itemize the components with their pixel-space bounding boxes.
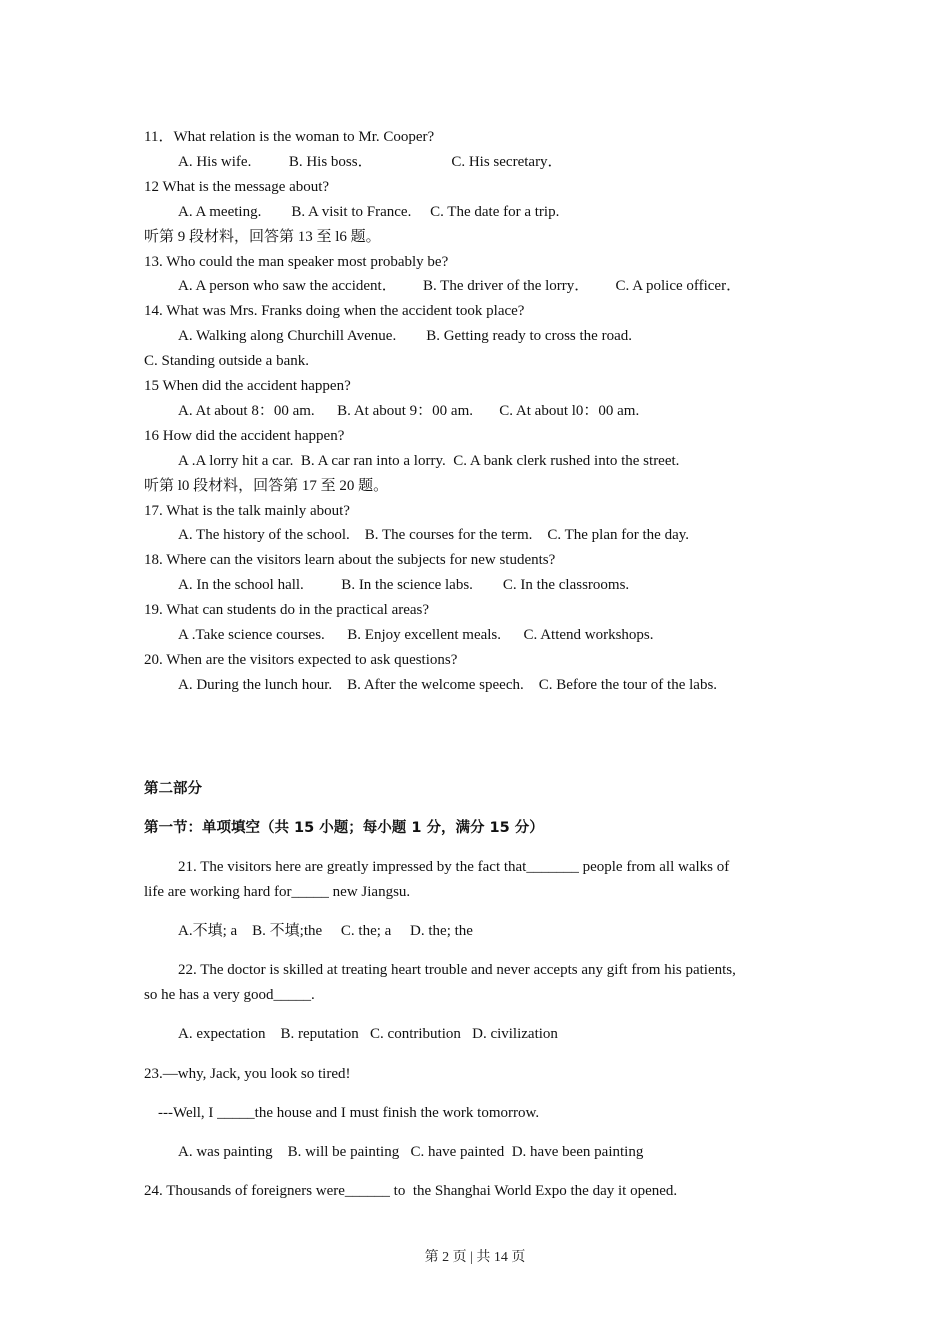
- question-22-options: A. expectation B. reputation C. contribution D. civilization: [178, 1026, 558, 1042]
- question-18-options: A. In the school hall. B. In the science labs. C. In the classrooms.: [178, 577, 630, 593]
- question-17-options: A. The history of the school. B. The courses for the term. C. The plan for the day.: [178, 527, 690, 543]
- section-10-instruction: 听第 l0 段材料，回答第 17 至 20 题。: [144, 478, 389, 494]
- question-17: 17. What is the talk mainly about?: [144, 503, 350, 519]
- question-20: 20. When are the visitors expected to ask questions?: [144, 652, 458, 668]
- section-1-heading: 第一节：单项填空（共 15 小题；每小题 1 分，满分 15 分）: [144, 820, 544, 836]
- question-19-options: A .Take science courses. B. Enjoy excellent meals. C. Attend workshops.: [178, 627, 654, 643]
- question-21-line-1: 21. The visitors here are greatly impressed by the fact that_______ people from all walks of: [178, 859, 730, 875]
- question-19: 19. What can students do in the practical areas?: [144, 602, 430, 618]
- question-11-options: A. His wife. B. His boss． C. His secretary．: [178, 154, 563, 170]
- part-2-heading: 第二部分: [144, 781, 202, 797]
- question-22-line-1: 22. The doctor is skilled at treating heart trouble and never accepts any gift from his patients,: [178, 962, 736, 978]
- question-14-options: A. Walking along Churchill Avenue. B. Getting ready to cross the road.: [178, 328, 632, 344]
- question-16: 16 How did the accident happen?: [144, 428, 345, 444]
- question-16-options: A .A lorry hit a car. B. A car ran into a lorry. C. A bank clerk rushed into the street.: [178, 453, 680, 469]
- question-21-options: A.不填; a B. 不填;the C. the; a D. the; the: [178, 923, 473, 939]
- section-9-instruction: 听第 9 段材料，回答第 13 至 l6 题。: [144, 229, 381, 245]
- question-11: 11．What relation is the woman to Mr. Cooper?: [144, 129, 435, 145]
- question-14: 14. What was Mrs. Franks doing when the accident took place?: [144, 303, 525, 319]
- question-13: 13. Who could the man speaker most probably be?: [144, 254, 449, 270]
- question-24: 24. Thousands of foreigners were______ to the Shanghai World Expo the day it opened.: [144, 1183, 678, 1199]
- question-15-options: A. At about 8：00 am. B. At about 9：00 am. C. At about l0：00 am.: [178, 403, 640, 419]
- question-23-line-2: ---Well, I _____the house and I must finish the work tomorrow.: [158, 1105, 540, 1121]
- question-12-options: A. A meeting. B. A visit to France. C. The date for a trip.: [178, 204, 560, 220]
- question-21-line-2: life are working hard for_____ new Jiangsu.: [144, 884, 411, 900]
- question-23-options: A. was painting B. will be painting C. have painted D. have been painting: [178, 1144, 644, 1160]
- question-23-line-1: 23.—why, Jack, you look so tired!: [144, 1066, 351, 1082]
- question-20-options: A. During the lunch hour. B. After the welcome speech. C. Before the tour of the labs.: [178, 677, 718, 693]
- question-13-options: A. A person who saw the accident． B. The driver of the lorry． C. A police officer．: [178, 278, 742, 294]
- page-footer: 第 2 页 | 共 14 页: [424, 1250, 526, 1265]
- question-18: 18. Where can the visitors learn about the subjects for new students?: [144, 552, 556, 568]
- question-22-line-2: so he has a very good_____.: [144, 987, 315, 1003]
- question-12: 12 What is the message about?: [144, 179, 330, 195]
- question-14-option-c: C. Standing outside a bank.: [144, 353, 309, 369]
- question-15: 15 When did the accident happen?: [144, 378, 351, 394]
